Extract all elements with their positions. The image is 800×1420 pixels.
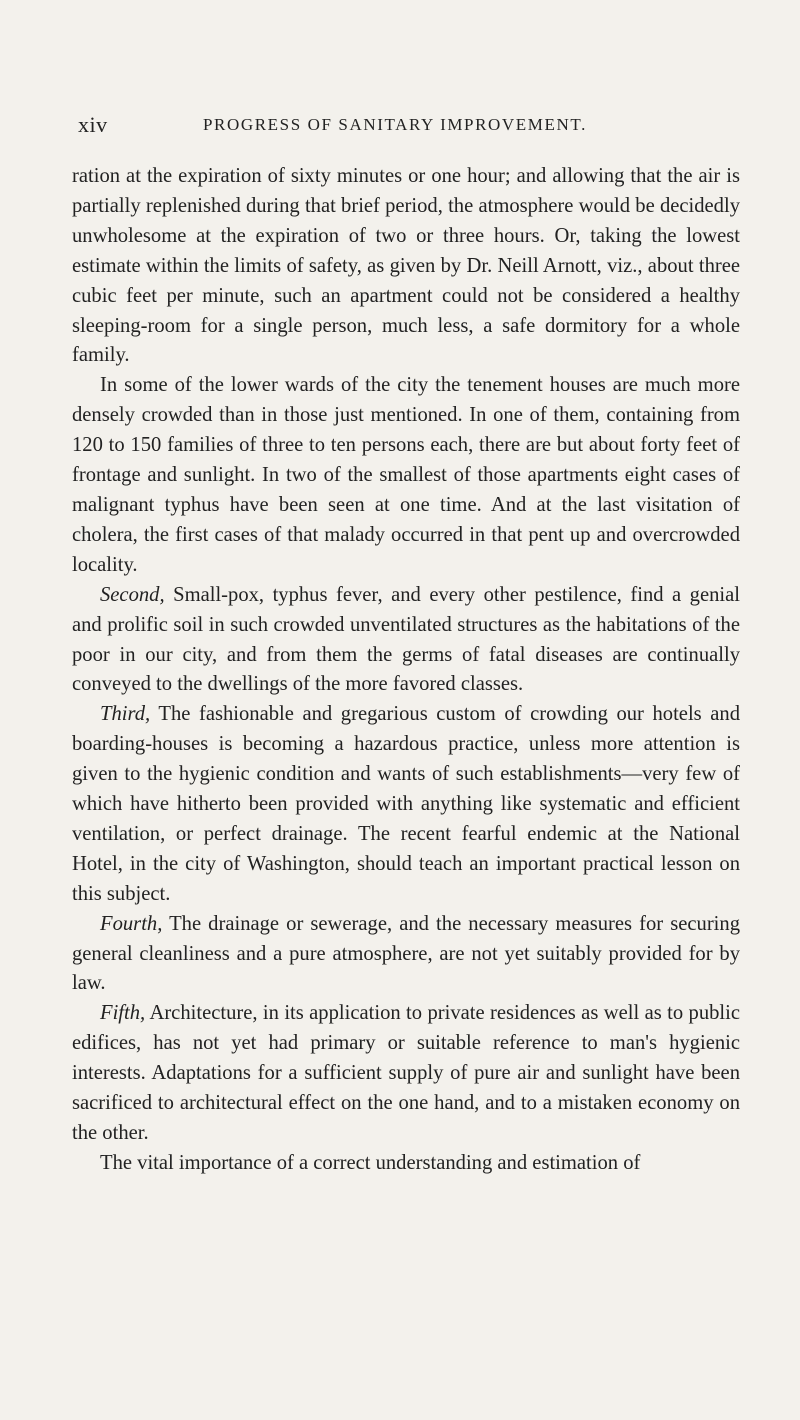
paragraph-lead: Fifth, (100, 1002, 146, 1025)
paragraph-lead: Third, (100, 703, 151, 726)
paragraph: Fifth, Architecture, in its application to private residences as well as to public edifices, has not yet had primary or suitable reference to man's hygienic interests. Adaptations for a sufficient supply of pure air and sunlight have been sacrificed to architectural effect on the one hand, and to a mistaken economy on the other. (72, 1002, 740, 1144)
paragraph-lead: Fourth, (100, 912, 163, 935)
running-title: PROGRESS OF SANITARY IMPROVEMENT. (203, 115, 587, 134)
paragraph: Third, The fashionable and gregarious custom of crowding our hotels and boarding-houses is becoming a hazardous practice, unless more attention is given to the hygienic condition and wants of such establishments—very few of which have hitherto been provided with anything like systematic and efficient ventilation, or perfect drainage. The recent fearful endemic at the National Hotel, in the city of Washington, should teach an important practical lesson on this subject. (72, 703, 740, 905)
paragraph: Fourth, The drainage or sewerage, and the necessary measures for securing general cleanliness and a pure atmosphere, are not yet suitably provided for by law. (72, 912, 740, 995)
paragraph-lead: Second, (100, 583, 165, 606)
page-header (78, 112, 718, 142)
paragraph: In some of the lower wards of the city the tenement houses are much more densely crowded than in those just mentioned. In one of them, containing from 120 to 150 families of three to ten persons each, there are but about forty feet of frontage and sunlight. In two of the smallest of those apartments eight cases of malignant typhus have been seen at one time. And at the last visitation of cholera, the first cases of that malady occurred in that pent up and overcrowded locality. (72, 374, 740, 576)
page-number: xiv (78, 112, 108, 137)
paragraph: Second, Small-pox, typhus fever, and every other pestilence, find a genial and prolific soil in such crowded unventilated structures as the habitations of the poor in our city, and from them the germs of fatal diseases are continually conveyed to the dwellings of the more favored classes. (72, 583, 740, 696)
page-body (72, 162, 740, 1179)
paragraph: The vital importance of a correct understanding and estimation of (100, 1151, 641, 1174)
paragraph: ration at the expiration of sixty minutes or one hour; and allowing that the air is partially replenished during that brief period, the atmosphere would be decidedly unwholesome at the expiration of two or three hours. Or, taking the lowest estimate within the limits of safety, as given by Dr. Neill Arnott, viz., about three cubic feet per minute, such an apartment could not be considered a healthy sleeping-room for a single person, much less, a safe dormitory for a whole family. (72, 165, 740, 367)
